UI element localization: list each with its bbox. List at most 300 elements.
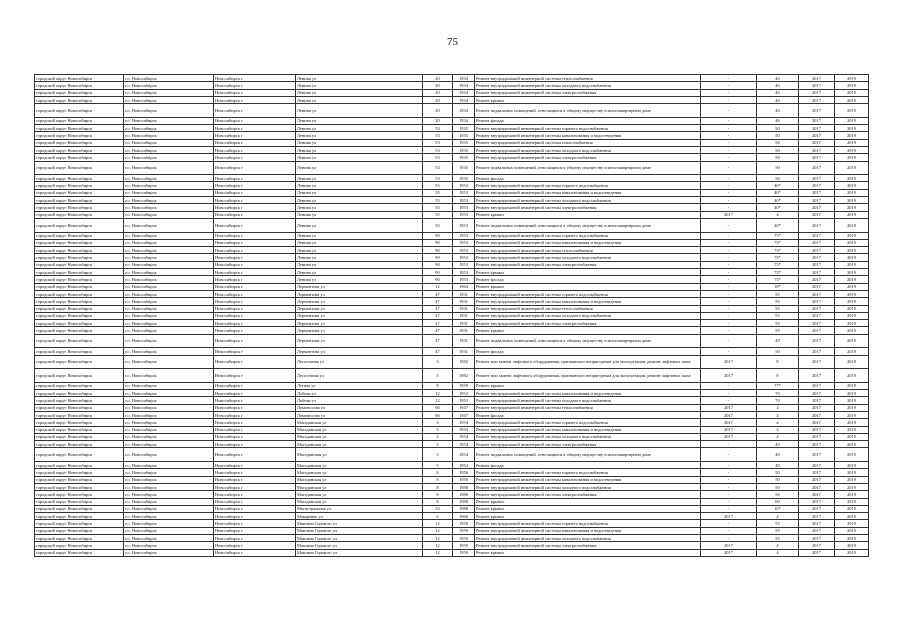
work-type-cell: Ремонт внутридомовой инженерной системы электроснабжения bbox=[475, 154, 701, 161]
work-type-cell: Ремонт внутридомовой инженерной системы холодного водоснабжения bbox=[475, 197, 701, 204]
settlement-cell: г.о. Новосибирск bbox=[124, 132, 214, 139]
area-share-cell: 4 bbox=[757, 433, 799, 440]
street-cell: Ленина ул bbox=[296, 189, 423, 196]
house-number-cell: 90 bbox=[423, 232, 453, 239]
table-body bbox=[35, 75, 869, 557]
build-year-cell: 1956 bbox=[453, 469, 475, 476]
street-cell: Ленина ул bbox=[296, 75, 423, 82]
municipal-district-cell: городской округ Новосибирск bbox=[35, 139, 124, 146]
plan-year-cell: - bbox=[701, 261, 757, 268]
period-end-cell: 2019 bbox=[835, 218, 869, 232]
build-year-cell: 1935 bbox=[453, 132, 475, 139]
area-share-cell: 49 bbox=[757, 462, 799, 469]
settlement-cell: г.о. Новосибирск bbox=[124, 96, 214, 103]
work-type-cell: Ремонт крыши bbox=[475, 283, 701, 290]
table-row bbox=[35, 218, 869, 232]
area-share-cell: 55 bbox=[757, 298, 799, 305]
settlement-cell: г.о. Новосибирск bbox=[124, 441, 214, 448]
area-share-cell: 40* bbox=[757, 182, 799, 189]
street-cell: Максима Горького ул bbox=[296, 542, 423, 549]
work-type-cell: Ремонт внутридомовой инженерной системы холодного водоснабжения bbox=[475, 433, 701, 440]
period-end-cell: 2019 bbox=[835, 411, 869, 418]
period-end-cell: 2019 bbox=[835, 161, 869, 175]
municipal-district-cell: городской округ Новосибирск bbox=[35, 132, 124, 139]
street-cell: Ленина ул bbox=[296, 211, 423, 218]
area-share-cell: 50 bbox=[757, 125, 799, 132]
house-number-cell: 47 bbox=[423, 334, 453, 348]
table-row bbox=[35, 276, 869, 283]
work-type-cell: Ремонт крыши bbox=[475, 269, 701, 276]
area-share-cell: 50 bbox=[757, 132, 799, 139]
period-start-cell: 2017 bbox=[799, 305, 835, 312]
build-year-cell: 1954 bbox=[453, 419, 475, 426]
period-end-cell: 2019 bbox=[835, 283, 869, 290]
period-end-cell: 2019 bbox=[835, 348, 869, 355]
table-row bbox=[35, 189, 869, 196]
build-year-cell: 1953 bbox=[453, 239, 475, 246]
municipal-district-cell: городской округ Новосибирск bbox=[35, 261, 124, 268]
area-share-cell: 4 bbox=[757, 426, 799, 433]
settlement-cell: г.о. Новосибирск bbox=[124, 419, 214, 426]
table-row bbox=[35, 549, 869, 556]
settlement-cell: г.о. Новосибирск bbox=[124, 239, 214, 246]
municipal-district-cell: городской округ Новосибирск bbox=[35, 298, 124, 305]
period-start-cell: 2017 bbox=[799, 483, 835, 490]
work-type-cell: Ремонт фасада bbox=[475, 462, 701, 469]
settlement-cell: г.о. Новосибирск bbox=[124, 327, 214, 334]
period-end-cell: 2019 bbox=[835, 404, 869, 411]
table-row bbox=[35, 82, 869, 89]
work-type-cell: Ремонт внутридомовой инженерной системы канализования и водоотведения bbox=[475, 239, 701, 246]
area-share-cell: 40* bbox=[757, 218, 799, 232]
work-type-cell: Ремонт внутридомовой инженерной системы горячего водоснабжения bbox=[475, 125, 701, 132]
house-number-cell: 47 bbox=[423, 348, 453, 355]
street-cell: Ленина ул bbox=[296, 261, 423, 268]
street-cell: Макаренко ул bbox=[296, 513, 423, 520]
street-cell: Ленина ул bbox=[296, 132, 423, 139]
period-end-cell: 2019 bbox=[835, 334, 869, 348]
work-type-cell: Ремонт подвальных помещений, относящихся к общему имуществу в многоквартирном доме bbox=[475, 161, 701, 175]
build-year-cell: 1934 bbox=[453, 104, 475, 118]
settlement-cell: г.о. Новосибирск bbox=[124, 146, 214, 153]
locality-cell: Новосибирск г bbox=[214, 96, 296, 103]
table-row bbox=[35, 334, 869, 348]
work-type-cell: Ремонт внутридомовой инженерной системы теплоснабжения bbox=[475, 404, 701, 411]
work-type-cell: Ремонт внутридомовой инженерной системы горячего водоснабжения bbox=[475, 520, 701, 527]
table-row bbox=[35, 513, 869, 520]
street-cell: Ломоносова ул bbox=[296, 411, 423, 418]
table-row bbox=[35, 89, 869, 96]
municipal-district-cell: городской округ Новосибирск bbox=[35, 197, 124, 204]
plan-year-cell: - bbox=[701, 382, 757, 389]
municipal-district-cell: городской округ Новосибирск bbox=[35, 283, 124, 290]
build-year-cell: 1959 bbox=[453, 520, 475, 527]
plan-year-cell: - bbox=[701, 283, 757, 290]
build-year-cell: 1953 bbox=[453, 276, 475, 283]
house-number-cell: 5 bbox=[423, 369, 453, 383]
street-cell: Ленина ул bbox=[296, 117, 423, 124]
plan-year-cell: - bbox=[701, 82, 757, 89]
settlement-cell: г.о. Новосибирск bbox=[124, 483, 214, 490]
house-number-cell: 3 bbox=[423, 433, 453, 440]
period-start-cell: 2017 bbox=[799, 505, 835, 512]
locality-cell: Новосибирск г bbox=[214, 334, 296, 348]
house-number-cell: 55 bbox=[423, 197, 453, 204]
period-end-cell: 2019 bbox=[835, 312, 869, 319]
area-share-cell: 55 bbox=[757, 320, 799, 327]
plan-year-cell: 2017 bbox=[701, 542, 757, 549]
street-cell: Магаданская ул bbox=[296, 469, 423, 476]
area-share-cell: 48 bbox=[757, 334, 799, 348]
municipal-district-cell: городской округ Новосибирск bbox=[35, 146, 124, 153]
build-year-cell: 1935 bbox=[453, 146, 475, 153]
work-type-cell: Ремонт крыши bbox=[475, 211, 701, 218]
locality-cell: Новосибирск г bbox=[214, 117, 296, 124]
period-end-cell: 2019 bbox=[835, 433, 869, 440]
plan-year-cell: - bbox=[701, 104, 757, 118]
municipal-district-cell: городской округ Новосибирск bbox=[35, 189, 124, 196]
plan-year-cell: - bbox=[701, 305, 757, 312]
area-share-cell: 70 bbox=[757, 390, 799, 397]
period-end-cell: 2019 bbox=[835, 549, 869, 556]
table-row bbox=[35, 397, 869, 404]
period-end-cell: 2019 bbox=[835, 204, 869, 211]
house-number-cell: 47 bbox=[423, 298, 453, 305]
house-number-cell: 20 bbox=[423, 96, 453, 103]
street-cell: Ленина ул bbox=[296, 154, 423, 161]
area-share-cell: 46 bbox=[757, 104, 799, 118]
locality-cell: Новосибирск г bbox=[214, 82, 296, 89]
period-start-cell: 2017 bbox=[799, 312, 835, 319]
municipal-district-cell: городской округ Новосибирск bbox=[35, 419, 124, 426]
work-type-cell: Ремонт подвальных помещений, относящихся к общему имуществу в многоквартирном доме bbox=[475, 334, 701, 348]
settlement-cell: г.о. Новосибирск bbox=[124, 491, 214, 498]
municipal-district-cell: городской округ Новосибирск bbox=[35, 239, 124, 246]
table-row bbox=[35, 483, 869, 490]
settlement-cell: г.о. Новосибирск bbox=[124, 189, 214, 196]
settlement-cell: г.о. Новосибирск bbox=[124, 161, 214, 175]
area-share-cell: 50 bbox=[757, 146, 799, 153]
settlement-cell: г.о. Новосибирск bbox=[124, 125, 214, 132]
street-cell: Ленина ул bbox=[296, 276, 423, 283]
locality-cell: Новосибирск г bbox=[214, 218, 296, 232]
area-share-cell: 40* bbox=[757, 189, 799, 196]
locality-cell: Новосибирск г bbox=[214, 189, 296, 196]
plan-year-cell: - bbox=[701, 161, 757, 175]
period-end-cell: 2019 bbox=[835, 483, 869, 490]
plan-year-cell: - bbox=[701, 348, 757, 355]
settlement-cell: г.о. Новосибирск bbox=[124, 232, 214, 239]
period-end-cell: 2019 bbox=[835, 261, 869, 268]
period-end-cell: 2019 bbox=[835, 426, 869, 433]
build-year-cell: 1947 bbox=[453, 411, 475, 418]
settlement-cell: г.о. Новосибирск bbox=[124, 404, 214, 411]
plan-year-cell: - bbox=[701, 254, 757, 261]
period-end-cell: 2019 bbox=[835, 527, 869, 534]
work-type-cell: Ремонт подвальных помещений, относящихся к общему имуществу в многоквартирном доме bbox=[475, 448, 701, 462]
municipal-district-cell: городской округ Новосибирск bbox=[35, 320, 124, 327]
municipal-district-cell: городской округ Новосибирск bbox=[35, 433, 124, 440]
locality-cell: Новосибирск г bbox=[214, 527, 296, 534]
period-start-cell: 2017 bbox=[799, 298, 835, 305]
municipal-district-cell: городской округ Новосибирск bbox=[35, 498, 124, 505]
build-year-cell: 1953 bbox=[453, 247, 475, 254]
settlement-cell: г.о. Новосибирск bbox=[124, 89, 214, 96]
area-share-cell: 60 bbox=[757, 498, 799, 505]
area-share-cell: 55 bbox=[757, 327, 799, 334]
build-year-cell: 1953 bbox=[453, 254, 475, 261]
plan-year-cell: - bbox=[701, 132, 757, 139]
table-row bbox=[35, 261, 869, 268]
period-end-cell: 2019 bbox=[835, 89, 869, 96]
locality-cell: Новосибирск г bbox=[214, 261, 296, 268]
period-end-cell: 2019 bbox=[835, 189, 869, 196]
period-end-cell: 2019 bbox=[835, 513, 869, 520]
street-cell: Лермонтова ул bbox=[296, 290, 423, 297]
municipal-district-cell: городской округ Новосибирск bbox=[35, 117, 124, 124]
period-start-cell: 2017 bbox=[799, 411, 835, 418]
locality-cell: Новосибирск г bbox=[214, 355, 296, 369]
work-type-cell: Ремонт фасада bbox=[475, 411, 701, 418]
table-row bbox=[35, 419, 869, 426]
area-share-cell: 46 bbox=[757, 96, 799, 103]
work-type-cell: Ремонт внутридомовой инженерной системы канализования и водоотведения bbox=[475, 298, 701, 305]
area-share-cell: 40* bbox=[757, 204, 799, 211]
plan-year-cell: - bbox=[701, 204, 757, 211]
settlement-cell: г.о. Новосибирск bbox=[124, 82, 214, 89]
area-share-cell: 10* bbox=[757, 505, 799, 512]
locality-cell: Новосибирск г bbox=[214, 305, 296, 312]
area-share-cell: 50 bbox=[757, 483, 799, 490]
build-year-cell: 1953 bbox=[453, 218, 475, 232]
municipal-district-cell: городской округ Новосибирск bbox=[35, 348, 124, 355]
street-cell: Магаданская ул bbox=[296, 448, 423, 462]
period-start-cell: 2017 bbox=[799, 261, 835, 268]
work-type-cell: Ремонт внутридомовой инженерной системы теплоснабжения bbox=[475, 305, 701, 312]
locality-cell: Новосибирск г bbox=[214, 247, 296, 254]
locality-cell: Новосибирск г bbox=[214, 290, 296, 297]
street-cell: Ленина ул bbox=[296, 232, 423, 239]
settlement-cell: г.о. Новосибирск bbox=[124, 175, 214, 182]
street-cell: Магаданская ул bbox=[296, 441, 423, 448]
table-row bbox=[35, 382, 869, 389]
build-year-cell: 1934 bbox=[453, 96, 475, 103]
locality-cell: Новосибирск г bbox=[214, 89, 296, 96]
street-cell: Магаданская ул bbox=[296, 476, 423, 483]
period-end-cell: 2019 bbox=[835, 542, 869, 549]
street-cell: Ленина ул bbox=[296, 82, 423, 89]
period-start-cell: 2017 bbox=[799, 125, 835, 132]
house-number-cell: 90 bbox=[423, 269, 453, 276]
plan-year-cell: 2017 bbox=[701, 404, 757, 411]
locality-cell: Новосибирск г bbox=[214, 139, 296, 146]
house-number-cell: 90 bbox=[423, 276, 453, 283]
municipal-district-cell: городской округ Новосибирск bbox=[35, 397, 124, 404]
period-start-cell: 2017 bbox=[799, 161, 835, 175]
work-type-cell: Ремонт внутридомовой инженерной системы канализования и водоотведения bbox=[475, 132, 701, 139]
municipal-district-cell: городской округ Новосибирск bbox=[35, 276, 124, 283]
municipal-district-cell: городской округ Новосибирск bbox=[35, 404, 124, 411]
period-end-cell: 2019 bbox=[835, 104, 869, 118]
build-year-cell: 1934 bbox=[453, 89, 475, 96]
period-end-cell: 2019 bbox=[835, 75, 869, 82]
build-year-cell: 1959 bbox=[453, 542, 475, 549]
house-number-cell: 53 bbox=[423, 175, 453, 182]
house-number-cell: 90 bbox=[423, 261, 453, 268]
settlement-cell: г.о. Новосибирск bbox=[124, 498, 214, 505]
plan-year-cell: - bbox=[701, 269, 757, 276]
table-row bbox=[35, 404, 869, 411]
house-number-cell: 6 bbox=[423, 513, 453, 520]
street-cell: Лобова ул bbox=[296, 397, 423, 404]
table-row bbox=[35, 426, 869, 433]
plan-year-cell: - bbox=[701, 535, 757, 542]
build-year-cell: 1934 bbox=[453, 82, 475, 89]
locality-cell: Новосибирск г bbox=[214, 283, 296, 290]
settlement-cell: г.о. Новосибирск bbox=[124, 469, 214, 476]
build-year-cell: 1953 bbox=[453, 232, 475, 239]
work-type-cell: Ремонт внутридомовой инженерной системы теплоснабжения bbox=[475, 75, 701, 82]
settlement-cell: г.о. Новосибирск bbox=[124, 283, 214, 290]
settlement-cell: г.о. Новосибирск bbox=[124, 348, 214, 355]
municipal-district-cell: городской округ Новосибирск bbox=[35, 175, 124, 182]
build-year-cell: 1934 bbox=[453, 75, 475, 82]
plan-year-cell: 2017 bbox=[701, 369, 757, 383]
plan-year-cell: - bbox=[701, 334, 757, 348]
area-share-cell: 73* bbox=[757, 254, 799, 261]
locality-cell: Новосибирск г bbox=[214, 513, 296, 520]
work-type-cell: Ремонт крыши bbox=[475, 513, 701, 520]
table-row bbox=[35, 290, 869, 297]
period-start-cell: 2017 bbox=[799, 469, 835, 476]
area-share-cell: 46 bbox=[757, 75, 799, 82]
area-share-cell: 4 bbox=[757, 211, 799, 218]
plan-year-cell: 2017 bbox=[701, 419, 757, 426]
table-row bbox=[35, 239, 869, 246]
work-type-cell: Ремонт внутридомовой инженерной системы электроснабжения bbox=[475, 441, 701, 448]
build-year-cell: 1935 bbox=[453, 161, 475, 175]
municipal-district-cell: городской округ Новосибирск bbox=[35, 75, 124, 82]
work-type-cell: Ремонт внутридомовой инженерной системы электроснабжения bbox=[475, 491, 701, 498]
period-start-cell: 2017 bbox=[799, 82, 835, 89]
table-row bbox=[35, 542, 869, 549]
table-row bbox=[35, 254, 869, 261]
municipal-district-cell: городской округ Новосибирск bbox=[35, 382, 124, 389]
table-row bbox=[35, 283, 869, 290]
build-year-cell: 1953 bbox=[453, 261, 475, 268]
plan-year-cell: - bbox=[701, 448, 757, 462]
build-year-cell: 1935 bbox=[453, 139, 475, 146]
settlement-cell: г.о. Новосибирск bbox=[124, 390, 214, 397]
work-type-cell: Ремонт внутридомовой инженерной системы горячего водоснабжения bbox=[475, 182, 701, 189]
settlement-cell: г.о. Новосибирск bbox=[124, 218, 214, 232]
street-cell: Лермонтова ул bbox=[296, 283, 423, 290]
settlement-cell: г.о. Новосибирск bbox=[124, 542, 214, 549]
build-year-cell: 1935 bbox=[453, 154, 475, 161]
plan-year-cell: - bbox=[701, 139, 757, 146]
plan-year-cell: - bbox=[701, 247, 757, 254]
plan-year-cell: - bbox=[701, 197, 757, 204]
street-cell: Магистральная ул bbox=[296, 505, 423, 512]
area-share-cell: 55 bbox=[757, 290, 799, 297]
period-start-cell: 2017 bbox=[799, 239, 835, 246]
work-type-cell: Ремонт внутридомовой инженерной системы горячего водоснабжения bbox=[475, 419, 701, 426]
period-end-cell: 2019 bbox=[835, 476, 869, 483]
house-number-cell: 47 bbox=[423, 320, 453, 327]
settlement-cell: г.о. Новосибирск bbox=[124, 462, 214, 469]
settlement-cell: г.о. Новосибирск bbox=[124, 382, 214, 389]
area-share-cell: 40* bbox=[757, 197, 799, 204]
house-number-cell: 12 bbox=[423, 520, 453, 527]
period-start-cell: 2017 bbox=[799, 197, 835, 204]
plan-year-cell: - bbox=[701, 232, 757, 239]
table-row bbox=[35, 433, 869, 440]
locality-cell: Новосибирск г bbox=[214, 535, 296, 542]
work-type-cell: Ремонт внутридомовой инженерной системы теплоснабжения bbox=[475, 247, 701, 254]
period-start-cell: 2017 bbox=[799, 426, 835, 433]
work-type-cell: Ремонт внутридомовой инженерной системы горячего водоснабжения bbox=[475, 290, 701, 297]
house-number-cell: 12 bbox=[423, 283, 453, 290]
settlement-cell: г.о. Новосибирск bbox=[124, 505, 214, 512]
settlement-cell: г.о. Новосибирск bbox=[124, 320, 214, 327]
settlement-cell: г.о. Новосибирск bbox=[124, 197, 214, 204]
period-end-cell: 2019 bbox=[835, 254, 869, 261]
plan-year-cell: - bbox=[701, 146, 757, 153]
locality-cell: Новосибирск г bbox=[214, 542, 296, 549]
build-year-cell: 1954 bbox=[453, 426, 475, 433]
plan-year-cell: 2017 bbox=[701, 433, 757, 440]
municipal-district-cell: городской округ Новосибирск bbox=[35, 491, 124, 498]
house-number-cell: 53 bbox=[423, 132, 453, 139]
area-share-cell: 50 bbox=[757, 491, 799, 498]
table-row bbox=[35, 498, 869, 505]
settlement-cell: г.о. Новосибирск bbox=[124, 182, 214, 189]
period-start-cell: 2017 bbox=[799, 117, 835, 124]
settlement-cell: г.о. Новосибирск bbox=[124, 290, 214, 297]
period-start-cell: 2017 bbox=[799, 404, 835, 411]
settlement-cell: г.о. Новосибирск bbox=[124, 305, 214, 312]
locality-cell: Новосибирск г bbox=[214, 404, 296, 411]
area-share-cell: 46 bbox=[757, 82, 799, 89]
area-share-cell: 73* bbox=[757, 276, 799, 283]
table-row bbox=[35, 139, 869, 146]
municipal-district-cell: городской округ Новосибирск bbox=[35, 448, 124, 462]
plan-year-cell: - bbox=[701, 312, 757, 319]
municipal-district-cell: городской округ Новосибирск bbox=[35, 204, 124, 211]
house-number-cell: 55 bbox=[423, 211, 453, 218]
period-end-cell: 2019 bbox=[835, 390, 869, 397]
street-cell: Лермонтова ул bbox=[296, 305, 423, 312]
work-type-cell: Ремонт внутридомовой инженерной системы холодного водоснабжения bbox=[475, 397, 701, 404]
locality-cell: Новосибирск г bbox=[214, 327, 296, 334]
table-row bbox=[35, 154, 869, 161]
house-number-cell: 66 bbox=[423, 411, 453, 418]
period-start-cell: 2017 bbox=[799, 139, 835, 146]
street-cell: Лобова ул bbox=[296, 390, 423, 397]
period-end-cell: 2019 bbox=[835, 327, 869, 334]
period-start-cell: 2017 bbox=[799, 320, 835, 327]
build-year-cell: 1956 bbox=[453, 476, 475, 483]
work-type-cell: Ремонт внутридомовой инженерной системы электроснабжения bbox=[475, 261, 701, 268]
plan-year-cell: - bbox=[701, 520, 757, 527]
build-year-cell: 1953 bbox=[453, 269, 475, 276]
street-cell: Ленина ул bbox=[296, 139, 423, 146]
table-row bbox=[35, 175, 869, 182]
period-start-cell: 2017 bbox=[799, 204, 835, 211]
locality-cell: Новосибирск г bbox=[214, 146, 296, 153]
period-start-cell: 2017 bbox=[799, 513, 835, 520]
plan-year-cell: - bbox=[701, 320, 757, 327]
